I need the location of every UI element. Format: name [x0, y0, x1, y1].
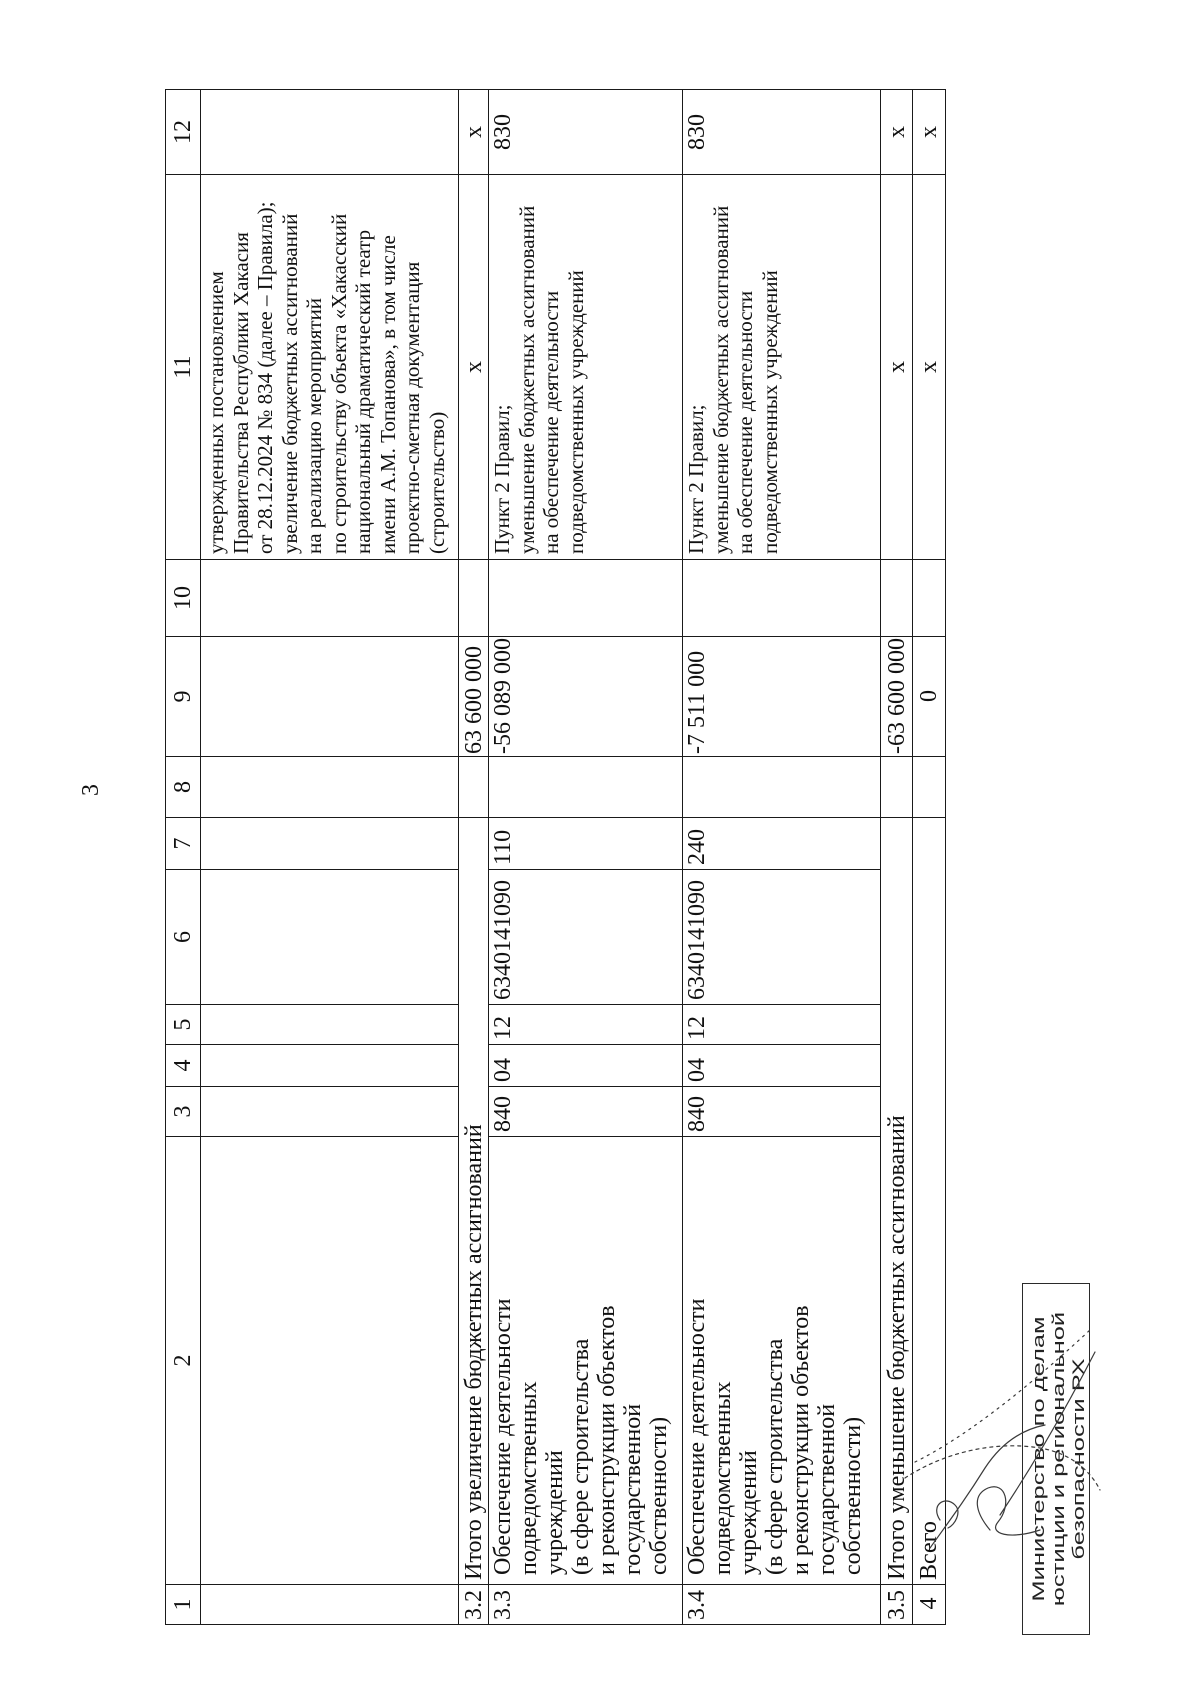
text-line: от 28.12.2024 № 834 (далее – Правила);	[253, 201, 277, 554]
text-line: (в сфере строительства	[762, 1338, 788, 1575]
column-number-header: 1	[166, 1585, 201, 1625]
stamp-line: безопасности РХ	[1069, 1358, 1088, 1560]
amount-cell: -7 511 000	[683, 637, 881, 757]
text-line: и реконструкции объектов	[594, 1305, 620, 1575]
legal-basis-cell: х	[459, 175, 489, 560]
legal-basis-cell: х	[913, 175, 946, 560]
code-cell: х	[913, 90, 946, 175]
empty-cell	[201, 1045, 459, 1087]
code-cell: 6340141090	[683, 870, 881, 1005]
row-label: Итого увеличение бюджетных ассигнований	[459, 818, 489, 1585]
column-number-row	[166, 90, 201, 1625]
column-number-header: 4	[166, 1045, 201, 1087]
text-line: собственности)	[840, 1416, 866, 1575]
column-number-header: 6	[166, 870, 201, 1005]
text-line: на реализацию мероприятий	[302, 297, 326, 554]
ministry-stamp	[1022, 1283, 1090, 1635]
table-rotated-wrapper	[165, 90, 945, 1625]
empty-cell	[201, 757, 459, 818]
column-number-header: 7	[166, 818, 201, 870]
text-line: на обеспечение деятельности	[539, 290, 563, 554]
empty-cell	[459, 560, 489, 637]
stamp-line: Министерство по делам	[1029, 1316, 1048, 1602]
text-line: учреждений	[736, 1450, 762, 1575]
text-line: Правительства Республики Хакасия	[228, 232, 253, 554]
text-line: учреждений	[542, 1450, 568, 1575]
table-row	[881, 90, 913, 1625]
text-line: собственности)	[646, 1416, 672, 1575]
code-cell: х	[881, 90, 913, 175]
empty-cell	[201, 818, 459, 870]
text-line: государственной	[814, 1403, 840, 1575]
table-row	[683, 90, 881, 1625]
page-number: 3	[78, 784, 104, 796]
row-number: 3.3	[489, 1585, 683, 1625]
text-line: имени А.М. Топанова», в том числе	[375, 235, 400, 554]
amount-cell: -63 600 000	[881, 637, 913, 757]
text-line: (в сфере строительства	[568, 1338, 594, 1575]
text-line: уменьшение бюджетных ассигнований	[708, 205, 733, 554]
amount-cell: 0	[913, 637, 946, 757]
code-cell: х	[459, 90, 489, 175]
text-line: увеличение бюджетных ассигнований	[277, 213, 302, 554]
text-line: (строительство)	[424, 411, 449, 554]
text-line: государственной	[620, 1403, 646, 1575]
text-line: Пункт 2 Правил;	[490, 404, 514, 554]
empty-cell	[201, 1087, 459, 1137]
text-line: подведомственных учреждений	[757, 270, 782, 554]
code-cell: 12	[489, 1005, 683, 1045]
empty-cell	[913, 560, 946, 637]
expense-description	[489, 1137, 683, 1585]
empty-cell	[201, 1585, 459, 1625]
empty-cell	[881, 560, 913, 637]
column-number-header: 9	[166, 637, 201, 757]
text-line: Обеспечение деятельности	[490, 1298, 516, 1575]
text-line: утвержденных постановлением	[204, 271, 228, 554]
row-number: 3.4	[683, 1585, 881, 1625]
column-number-header: 2	[166, 1137, 201, 1585]
row-number: 3.5	[881, 1585, 913, 1625]
text-line: Обеспечение деятельности	[684, 1298, 710, 1575]
empty-cell	[683, 757, 881, 818]
column-number-header: 8	[166, 757, 201, 818]
empty-cell	[489, 560, 683, 637]
text-line: по строительству объекта «Хакасский	[326, 213, 351, 554]
column-number-header: 12	[166, 90, 201, 175]
text-line: уменьшение бюджетных ассигнований	[514, 205, 539, 554]
stamp-line: юстиции и региональной	[1049, 1311, 1068, 1607]
budget-allocation-table	[165, 89, 946, 1625]
text-line: Пункт 2 Правил;	[684, 404, 708, 554]
table-row	[489, 90, 683, 1625]
amount-cell: -56 089 000	[489, 637, 683, 757]
code-cell: 6340141090	[489, 870, 683, 1005]
code-cell: 12	[683, 1005, 881, 1045]
empty-cell	[881, 757, 913, 818]
text-line: подведомственных	[516, 1381, 542, 1575]
legal-basis-cell	[489, 175, 683, 560]
text-line: проектно-сметная документация	[400, 261, 424, 554]
stamp-text	[1023, 1284, 1089, 1635]
code-cell: 840	[489, 1087, 683, 1137]
code-cell: 04	[489, 1045, 683, 1087]
legal-basis-cell	[683, 175, 881, 560]
empty-cell	[459, 757, 489, 818]
empty-cell	[201, 560, 459, 637]
column-number-header: 3	[166, 1087, 201, 1137]
empty-cell	[201, 637, 459, 757]
empty-cell	[489, 757, 683, 818]
column-number-header: 10	[166, 560, 201, 637]
empty-cell	[201, 1137, 459, 1585]
code-cell: 840	[683, 1087, 881, 1137]
continuation-row	[201, 90, 459, 1625]
code-cell: 240	[683, 818, 881, 870]
code-cell: 830	[683, 90, 881, 175]
text-line: подведомственных	[710, 1381, 736, 1575]
amount-cell: 63 600 000	[459, 637, 489, 757]
table-row	[913, 90, 946, 1625]
empty-cell	[683, 560, 881, 637]
empty-cell	[201, 1005, 459, 1045]
row-number: 3.2	[459, 1585, 489, 1625]
legal-basis-cell	[201, 175, 459, 560]
column-number-header: 5	[166, 1005, 201, 1045]
text-line: подведомственных учреждений	[563, 270, 588, 554]
expense-description	[683, 1137, 881, 1585]
column-number-header: 11	[166, 175, 201, 560]
empty-cell	[201, 90, 459, 175]
code-cell: 04	[683, 1045, 881, 1087]
empty-cell	[913, 757, 946, 818]
text-line: и реконструкции объектов	[788, 1305, 814, 1575]
table-row	[459, 90, 489, 1625]
row-label: Всего	[913, 818, 946, 1585]
empty-cell	[201, 870, 459, 1005]
row-label: Итого уменьшение бюджетных ассигнований	[881, 818, 913, 1585]
legal-basis-cell: х	[881, 175, 913, 560]
code-cell: 110	[489, 818, 683, 870]
text-line: на обеспечение деятельности	[733, 290, 757, 554]
row-number: 4	[913, 1585, 946, 1625]
code-cell: 830	[489, 90, 683, 175]
text-line: национальный драматический театр	[351, 229, 375, 554]
